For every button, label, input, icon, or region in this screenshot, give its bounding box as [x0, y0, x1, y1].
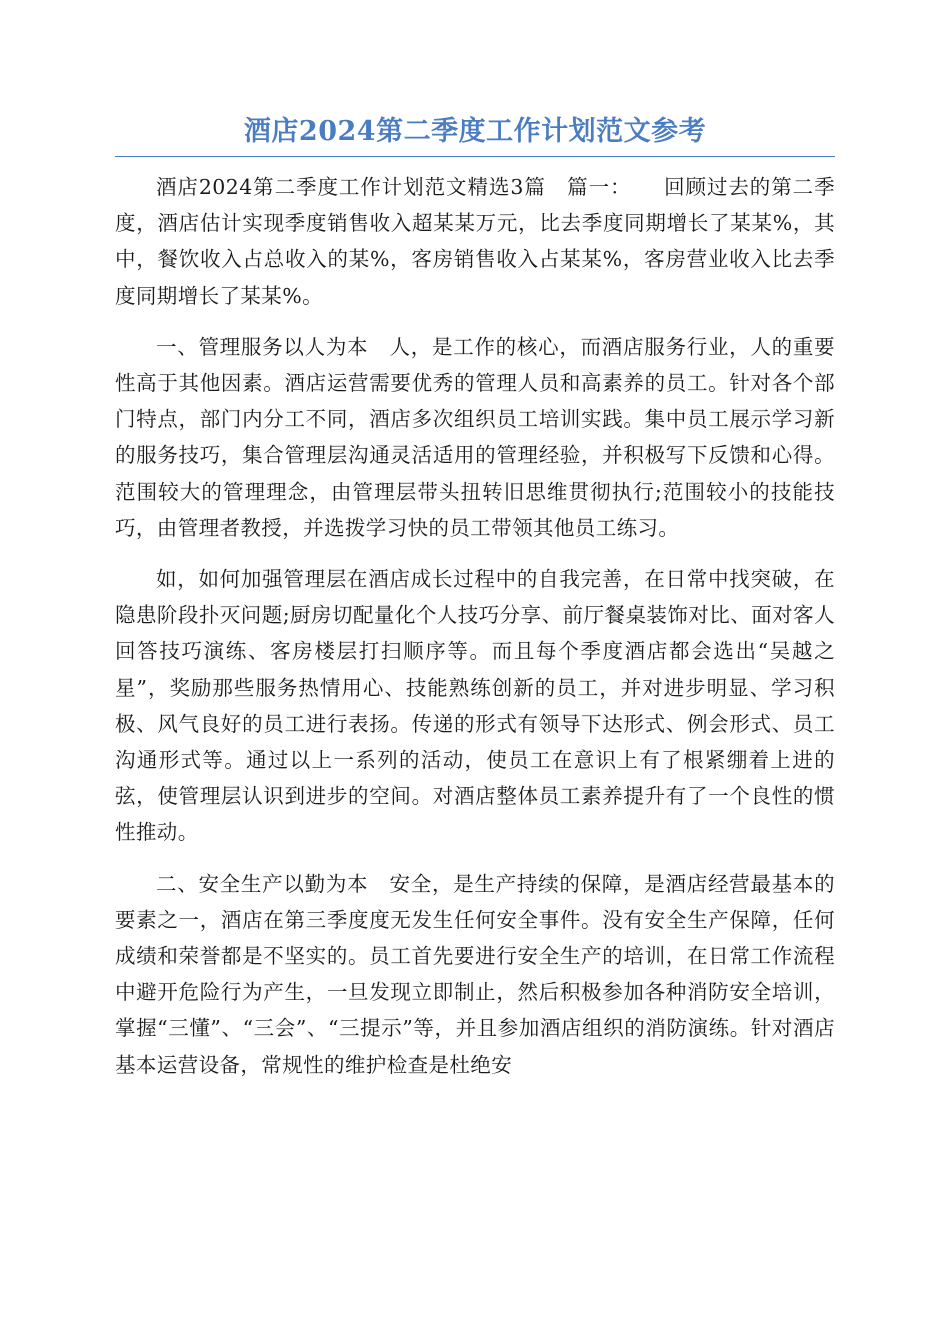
paragraph-management: 一、管理服务以人为本 人，是工作的核心，而酒店服务行业，人的重要性高于其他因素。酒店运营需要优秀的管理人员和高素养的员工。针对各个部门特点，部门内分工不同，酒店多次组织员工培训实践。集中员工展示学习新的服务技巧，集合管理层沟通灵活适用的管理经验，并积极写下反馈和心得。范围较大的管理理念，由管理层带头扭转旧思维贯彻执行;范围较小的技能技巧，由管理者教授，并选拨学习快的员工带领其他员工练习。 [115, 334, 835, 540]
title-underline-rule [115, 156, 835, 157]
document-page [115, 112, 835, 1083]
paragraph-safety: 二、安全生产以勤为本 安全，是生产持续的保障，是酒店经营最基本的要素之一，酒店在第三季度度无发生任何安全事件。没有安全生产保障，任何成绩和荣誉都是不坚实的。员工首先要进行安全生产的培训，在日常工作流程中避开危险行为产生，一旦发现立即制止，然后积极参加各种消防安全培训，掌握“三懂”、“三会”、“三提示”等，并且参加酒店组织的消防演练。针对酒店基本运营设备，常规性的维护检查是杜绝安 [115, 871, 835, 1077]
paragraph-examples: 如，如何加强管理层在酒店成长过程中的自我完善，在日常中找突破，在隐患阶段扑灭问题;厨房切配量化个人技巧分享、前厅餐桌装饰对比、面对客人回答技巧演练、客房楼层打扫顺序等。而且每个季度酒店都会选出“吴越之星”，奖励那些服务热情用心、技能熟练创新的员工，并对进步明显、学习积极、风气良好的员工进行表扬。传递的形式有领导下达形式、例会形式、员工沟通形式等。通过以上一系列的活动，使员工在意识上有了根紧绷着上进的弦，使管理层认识到进步的空间。对酒店整体员工素养提升有了一个良性的惯性推动。 [115, 567, 835, 845]
paragraph-intro: 酒店2024第二季度工作计划范文精选3篇 篇一： 回顾过去的第二季度，酒店估计实现季度销售收入超某某万元，比去季度同期增长了某某%，其中，餐饮收入占总收入的某%，客房销售收入占某某%，客房营业收入比去季度同期增长了某某%。 [115, 175, 835, 308]
document-title: 酒店2024第二季度工作计划范文参考 [243, 116, 707, 147]
